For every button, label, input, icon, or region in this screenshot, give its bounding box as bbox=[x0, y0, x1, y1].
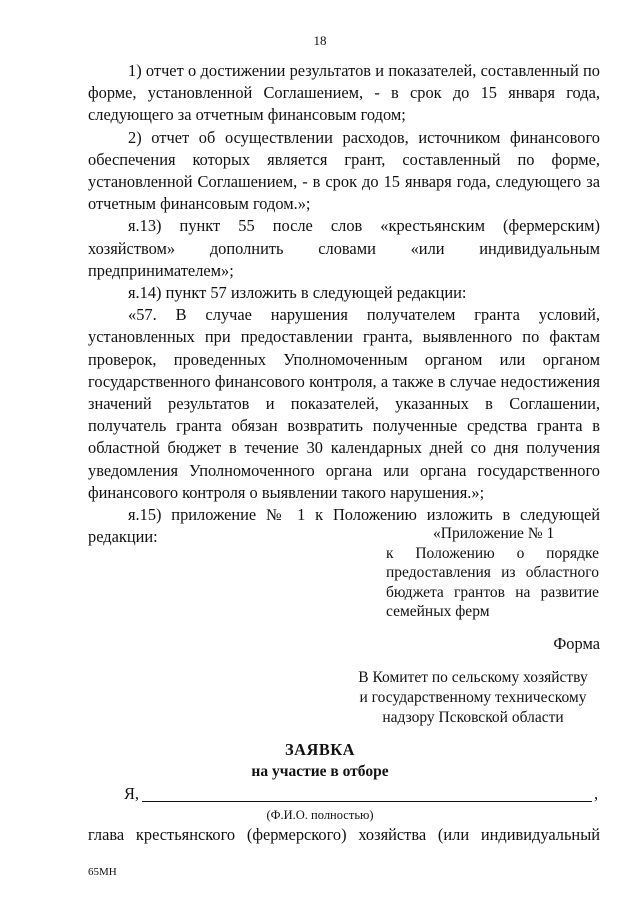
paragraph-amendment-15: я.15) приложение № 1 к Положению изложить в следующей редакции: bbox=[88, 505, 600, 547]
applicant-prefix: Я, bbox=[124, 784, 140, 803]
paragraph-report-expenses: 2) отчет об осуществлении расходов, источником финансового обеспечения которых является грант, составленный по форме, установленной Соглашением, - в срок до 15 января года, следующего за отчетным финансовым годом.»; bbox=[88, 127, 600, 214]
applicant-name-row bbox=[124, 784, 600, 804]
addressee-block bbox=[343, 668, 603, 728]
paragraph-clause-57: «57. В случае нарушения получателем гранта условий, установленных при предоставлении гранта, выявленного по фактам проверок, проведенных Уполномоченным органом или органом государственного финансового контроля, а также в случае недостижения значений результатов и показателей, указанных в Соглашении, получатель гранта обязан возвратить полученные средства гранта в областной бюджет в течение 30 календарных дней со дня получения уведомления Уполномоченного органа или органа государственного финансового контроля о выявлении такого нарушения.»; bbox=[88, 305, 600, 502]
addressee-line-1: В Комитет по сельскому хозяйству bbox=[358, 669, 588, 686]
appendix-line-2: к Положению о порядке bbox=[386, 544, 599, 562]
appendix-line-5: семейных ферм bbox=[386, 603, 490, 620]
paragraph-report-results: 1) отчет о достижении результатов и показателей, составленный по форме, установленной Соглашением, - в срок до 15 января года, следующего за отчетным финансовым годом; bbox=[88, 61, 600, 125]
applicant-suffix: , bbox=[594, 784, 599, 803]
addressee-line-3: надзору Псковской области bbox=[382, 709, 564, 726]
document-body bbox=[88, 60, 600, 548]
appendix-line-4: бюджета грантов на развитие bbox=[386, 583, 599, 601]
appendix-header bbox=[386, 524, 599, 622]
footer-code: 65МН bbox=[88, 866, 117, 878]
document-title: ЗАЯВКА bbox=[285, 740, 355, 759]
addressee-line-2: и государственному техническому bbox=[359, 689, 587, 706]
paragraph-amendment-13: я.13) пункт 55 после слов «крестьянским (фермерским) хозяйством» дополнить словами «или индивидуальным предпринимателем»; bbox=[88, 216, 600, 280]
paragraph-amendment-14: я.14) пункт 57 изложить в следующей редакции: bbox=[128, 283, 467, 303]
applicant-name-blank-line bbox=[142, 801, 592, 802]
appendix-line-1: «Приложение № 1 bbox=[433, 525, 555, 542]
applicant-name-hint: (Ф.И.О. полностью) bbox=[266, 808, 374, 822]
page-number: 18 bbox=[313, 33, 327, 48]
form-label: Форма bbox=[553, 634, 600, 653]
appendix-line-3: предоставления из областного bbox=[386, 564, 599, 581]
paragraph-applicant-role: глава крестьянского (фермерского) хозяйства (или индивидуальный bbox=[88, 825, 600, 844]
document-subtitle: на участие в отборе bbox=[251, 763, 389, 780]
